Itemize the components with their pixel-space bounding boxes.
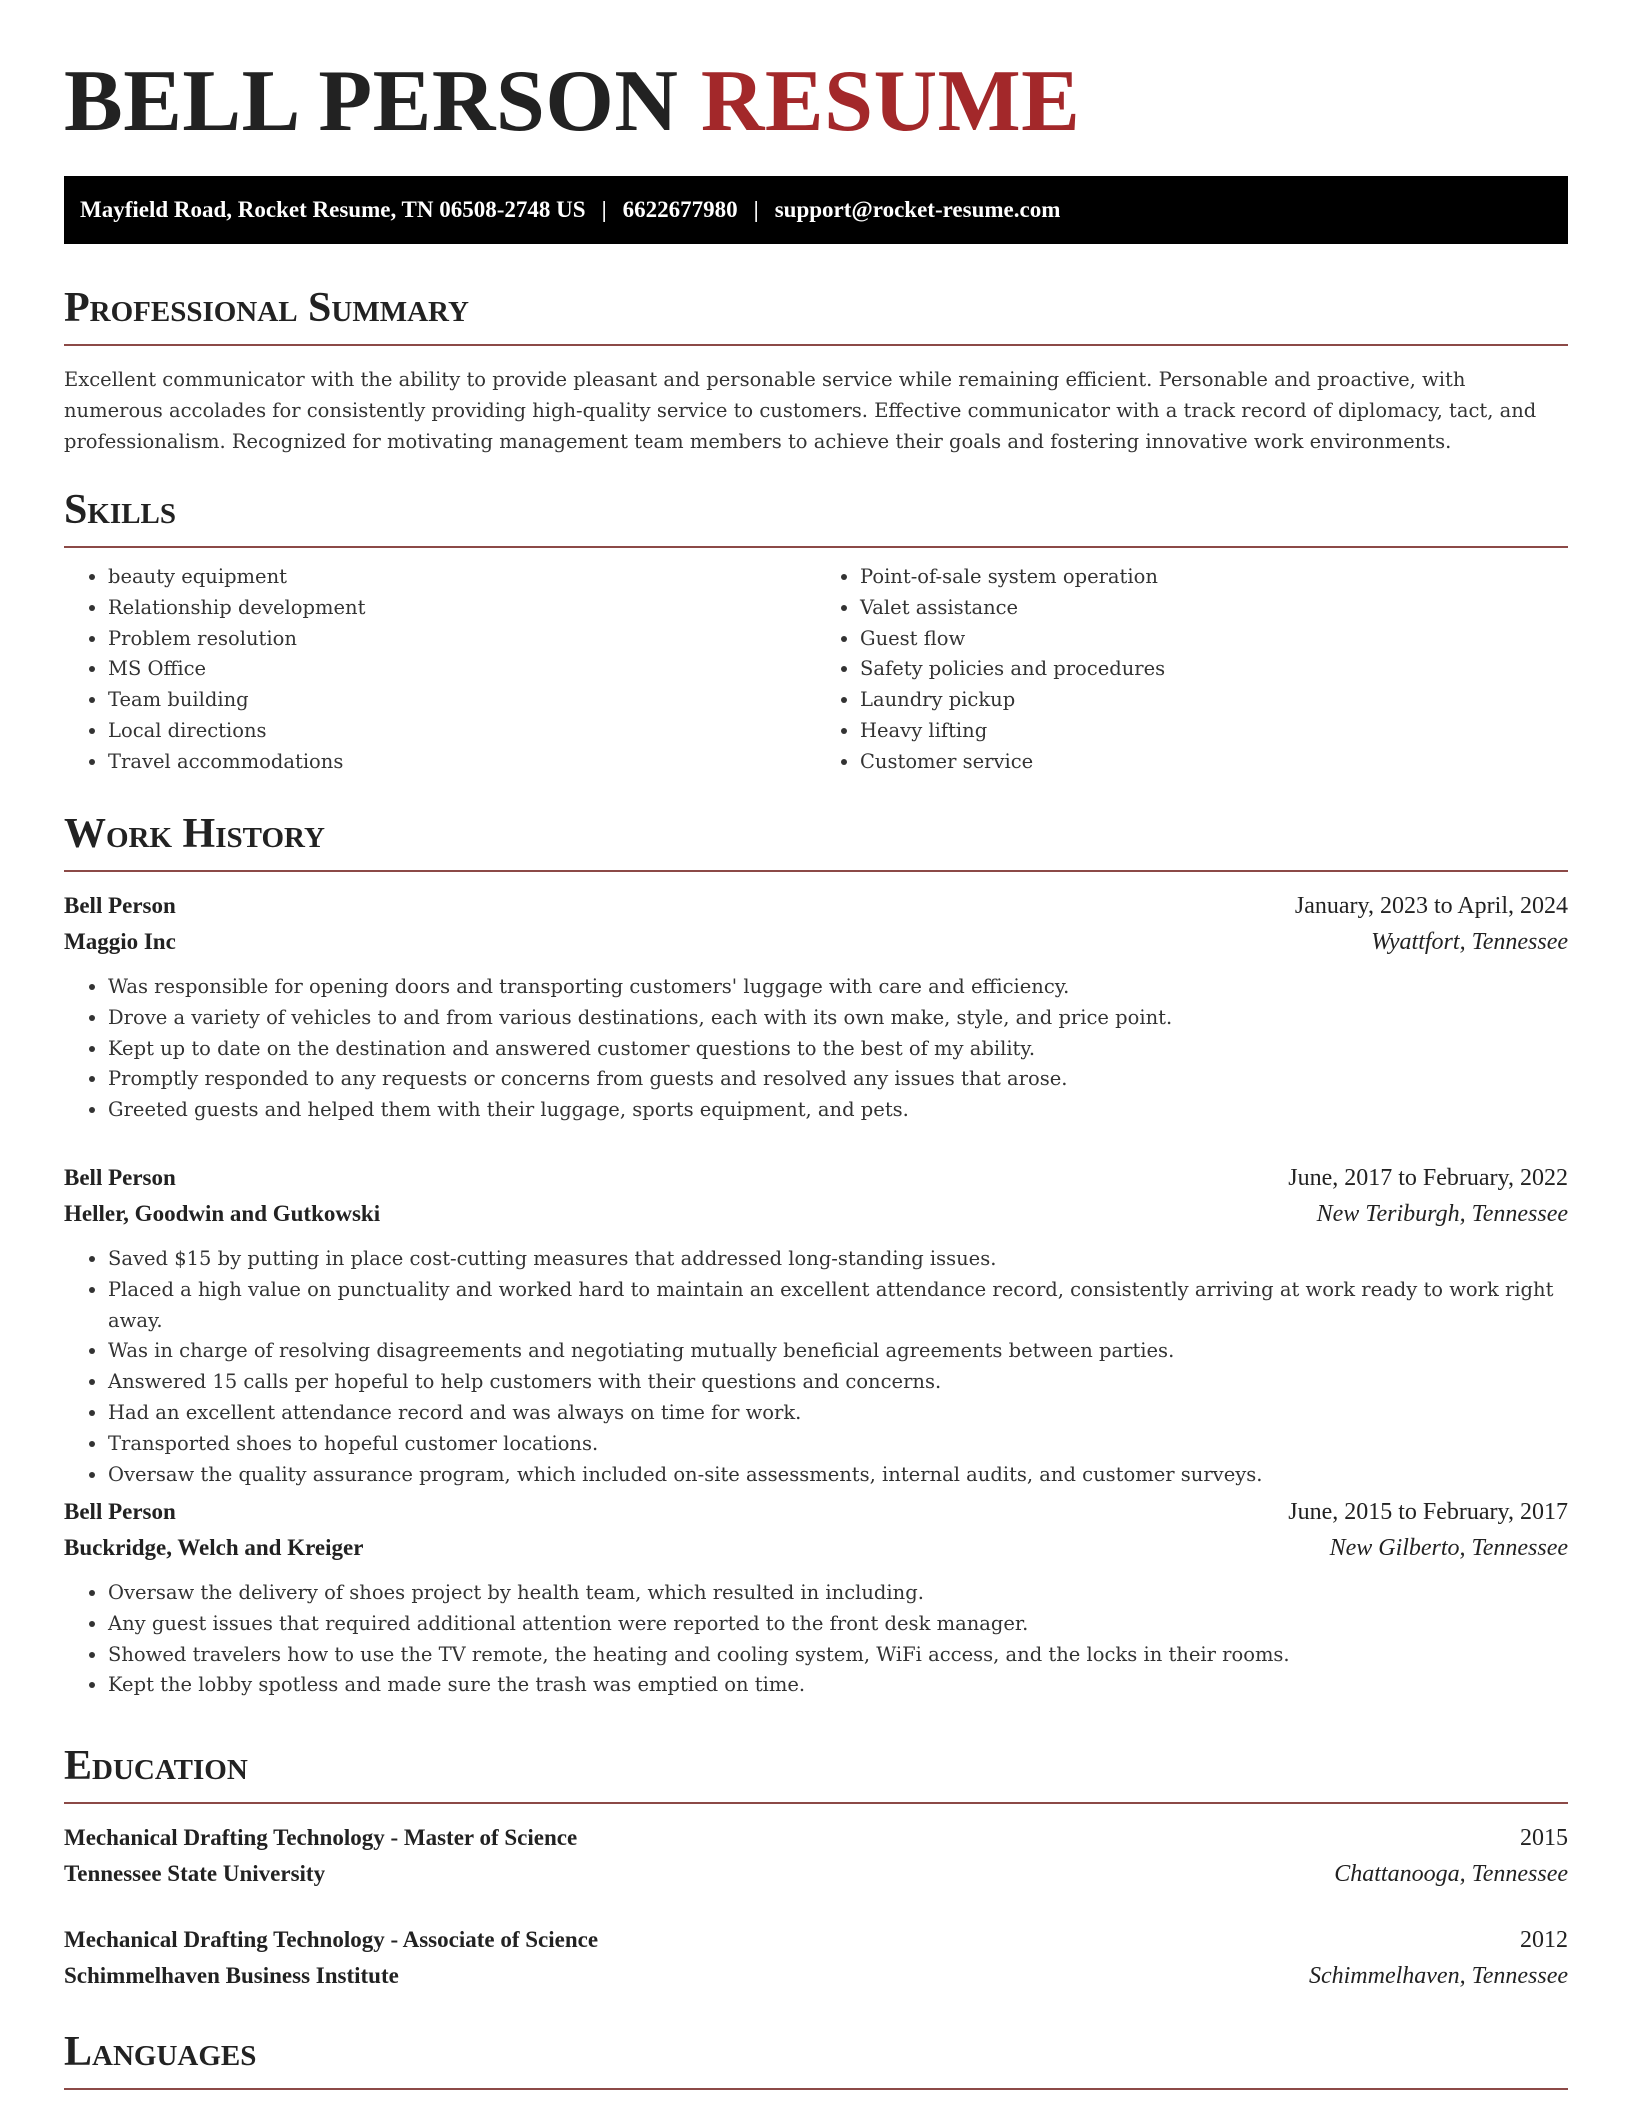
skill-item: • Heavy lifting	[860, 716, 1568, 747]
job-company: Buckridge, Welch and Kreiger	[64, 1535, 364, 1560]
skills-section	[64, 484, 1568, 778]
name-text: BELL PERSON	[64, 53, 679, 150]
job-bullet: • Any guest issues that required additional attention were reported to the front desk manager.	[108, 1609, 1568, 1640]
job-bullet: • Oversaw the quality assurance program, which included on-site assessments, internal audits, and customer surveys.	[108, 1460, 1568, 1491]
job-bullet: • Kept up to date on the destination and answered customer questions to the best of my ability.	[108, 1034, 1568, 1065]
job-location: Wyattfort, Tennessee	[1371, 929, 1568, 955]
job-bullet: • Oversaw the delivery of shoes project by health team, which resulted in including.	[108, 1578, 1568, 1609]
skill-item: • Safety policies and procedures	[860, 654, 1568, 685]
education-school: Tennessee State University	[64, 1861, 326, 1886]
education-location: Schimmelhaven, Tennessee	[1308, 1963, 1568, 1989]
skill-item: • Point-of-sale system operation	[860, 562, 1568, 593]
skill-item: • Relationship development	[108, 593, 816, 624]
job-company: Maggio Inc	[64, 929, 176, 954]
contact-bar	[64, 176, 1568, 244]
section-heading-summary: Professional Summary	[64, 282, 1568, 346]
languages-section	[64, 2026, 1568, 2090]
job-title: Bell Person	[64, 1499, 176, 1524]
job-bullet: • Answered 15 calls per hopeful to help customers with their questions and concerns.	[108, 1367, 1568, 1398]
section-heading-education: Education	[64, 1740, 1568, 1804]
job-bullet: • Saved $15 by putting in place cost-cutting measures that addressed long-standing issues.	[108, 1244, 1568, 1275]
skill-item: • MS Office	[108, 654, 816, 685]
contact-email: support@rocket-resume.com	[774, 197, 1061, 222]
job-bullet: • Kept the lobby spotless and made sure the trash was emptied on time.	[108, 1670, 1568, 1701]
skill-item: • Problem resolution	[108, 624, 816, 655]
job-bullet: • Was responsible for opening doors and transporting customers' luggage with care and efficiency.	[108, 972, 1568, 1003]
skill-item: • Customer service	[860, 747, 1568, 778]
skills-grid	[64, 562, 1568, 778]
job-bullet: • Drove a variety of vehicles to and from various destinations, each with its own make, style, and price point.	[108, 1003, 1568, 1034]
summary-section	[64, 282, 1568, 457]
skill-item: • Valet assistance	[860, 593, 1568, 624]
education-year: 2015	[1520, 1825, 1568, 1851]
job-company: Heller, Goodwin and Gutkowski	[64, 1201, 381, 1226]
skill-item: • Guest flow	[860, 624, 1568, 655]
education-section	[64, 1740, 1568, 1804]
work-history-section	[64, 808, 1568, 872]
job-dates: June, 2017 to February, 2022	[1288, 1165, 1568, 1191]
job-dates: June, 2015 to February, 2017	[1288, 1499, 1568, 1525]
skill-item: • Local directions	[108, 716, 816, 747]
education-school-row	[64, 1958, 1568, 1994]
education-school-row	[64, 1856, 1568, 1892]
education-location: Chattanooga, Tennessee	[1334, 1861, 1568, 1887]
job-header	[64, 888, 1568, 924]
job-location: New Teriburgh, Tennessee	[1316, 1201, 1568, 1227]
job-bullet: • Had an excellent attendance record and was always on time for work.	[108, 1398, 1568, 1429]
education-school: Schimmelhaven Business Institute	[64, 1963, 399, 1988]
section-heading-skills: Skills	[64, 484, 1568, 548]
job-title: Bell Person	[64, 1165, 176, 1190]
job-entry	[64, 888, 1568, 1126]
job-bullet: • Showed travelers how to use the TV remote, the heating and cooling system, WiFi access, and the locks in their rooms.	[108, 1640, 1568, 1671]
skill-item: • Travel accommodations	[108, 747, 816, 778]
summary-text: Excellent communicator with the ability to provide pleasant and personable service while remaining efficient. Personable and proactive, with numerous accolades for consistently providing high-quality service to customers. Effective communicator with a track record of diplomacy, tact, and professionalism. Recognized for motivating management team members to achieve their goals and fostering innovative work environments.	[64, 368, 1537, 453]
job-bullet: • Placed a high value on punctuality and worked hard to maintain an excellent attendance record, consistently arriving at work ready to work right away.	[108, 1275, 1568, 1337]
job-title: Bell Person	[64, 893, 176, 918]
contact-separator: |	[753, 197, 759, 222]
job-bullet: • Transported shoes to hopeful customer locations.	[108, 1429, 1568, 1460]
job-bullet: • Promptly responded to any requests or concerns from guests and resolved any issues that arose.	[108, 1064, 1568, 1095]
job-bullet: • Was in charge of resolving disagreements and negotiating mutually beneficial agreements between parties.	[108, 1336, 1568, 1367]
skill-item: • Team building	[108, 685, 816, 716]
education-degree-row	[64, 1820, 1568, 1856]
education-year: 2012	[1520, 1927, 1568, 1953]
job-header	[64, 1160, 1568, 1196]
skills-list-right	[816, 562, 1568, 778]
education-degree: Mechanical Drafting Technology - Associate of Science	[64, 1927, 599, 1952]
skills-list-left	[64, 562, 816, 778]
job-location: New Gilberto, Tennessee	[1329, 1535, 1568, 1561]
contact-phone: 6622677980	[622, 197, 738, 222]
skill-item: • Laundry pickup	[860, 685, 1568, 716]
section-heading-work: Work History	[64, 808, 1568, 872]
job-company-row	[64, 924, 1568, 960]
job-bullets	[64, 1578, 1568, 1701]
job-bullets	[64, 972, 1568, 1126]
contact-address: Mayfield Road, Rocket Resume, TN 06508-2748 US	[80, 197, 586, 222]
skill-item: • beauty equipment	[108, 562, 816, 593]
job-company-row	[64, 1196, 1568, 1232]
job-entry	[64, 1160, 1568, 1490]
education-degree: Mechanical Drafting Technology - Master of Science	[64, 1825, 578, 1850]
job-company-row	[64, 1530, 1568, 1566]
job-entry	[64, 1494, 1568, 1701]
job-header	[64, 1494, 1568, 1530]
section-heading-languages: Languages	[64, 2026, 1568, 2090]
title-accent-text: RESUME	[700, 53, 1081, 150]
education-entry	[64, 1922, 1568, 1994]
resume-title	[64, 52, 1080, 152]
job-bullets	[64, 1244, 1568, 1490]
education-degree-row	[64, 1922, 1568, 1958]
education-entry	[64, 1820, 1568, 1892]
job-bullet: • Greeted guests and helped them with their luggage, sports equipment, and pets.	[108, 1095, 1568, 1126]
job-dates: January, 2023 to April, 2024	[1294, 893, 1568, 919]
contact-separator: |	[601, 197, 607, 222]
